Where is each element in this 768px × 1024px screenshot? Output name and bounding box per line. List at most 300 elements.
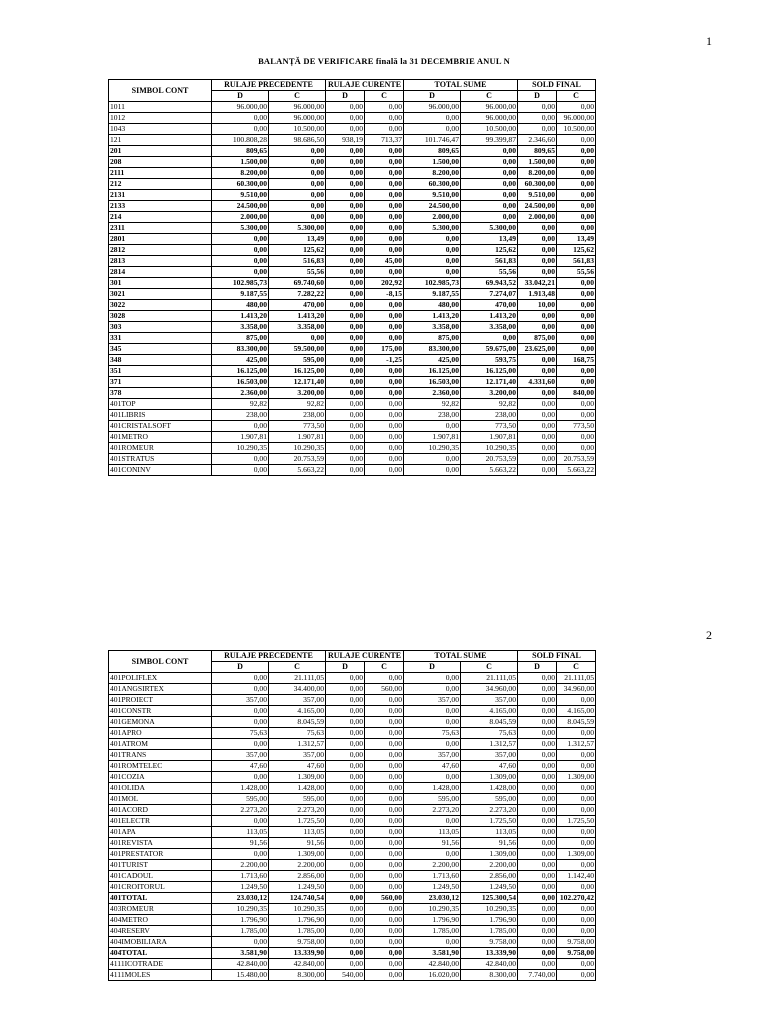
table-row xyxy=(109,948,596,959)
account-symbol-cell: 348 xyxy=(109,355,212,366)
amount-cell: 21.111,05 xyxy=(461,673,518,684)
amount-cell: 8.200,00 xyxy=(212,168,269,179)
amount-cell: 92,82 xyxy=(269,399,326,410)
amount-cell: 10.290,35 xyxy=(269,443,326,454)
amount-cell: 0,00 xyxy=(365,421,404,432)
amount-cell: 0,00 xyxy=(365,377,404,388)
header-debit: D xyxy=(518,91,557,102)
amount-cell: 0,00 xyxy=(518,717,557,728)
amount-cell: 23.030,12 xyxy=(404,893,461,904)
account-symbol-cell: 214 xyxy=(109,212,212,223)
amount-cell: 0,00 xyxy=(212,684,269,695)
table-row xyxy=(109,135,596,146)
account-symbol-cell: 401TURIST xyxy=(109,860,212,871)
amount-cell: 0,00 xyxy=(518,838,557,849)
amount-cell: 0,00 xyxy=(365,201,404,212)
amount-cell: 0,00 xyxy=(365,223,404,234)
account-symbol-cell: 303 xyxy=(109,322,212,333)
amount-cell: 0,00 xyxy=(365,102,404,113)
amount-cell: 0,00 xyxy=(518,761,557,772)
table-row xyxy=(109,432,596,443)
header-rulaje-curente: RULAJE CURENTE xyxy=(326,80,404,91)
header-debit: D xyxy=(326,662,365,673)
amount-cell: 113,05 xyxy=(269,827,326,838)
amount-cell: 470,00 xyxy=(269,300,326,311)
amount-cell: 0,00 xyxy=(518,750,557,761)
amount-cell: 175,00 xyxy=(365,344,404,355)
amount-cell: 0,00 xyxy=(365,190,404,201)
amount-cell: 125,62 xyxy=(557,245,596,256)
amount-cell: 425,00 xyxy=(404,355,461,366)
amount-cell: 100.808,28 xyxy=(212,135,269,146)
account-symbol-cell: 404TOTAL xyxy=(109,948,212,959)
account-symbol-cell: 401METRO xyxy=(109,432,212,443)
amount-cell: 1.249,50 xyxy=(269,882,326,893)
table-row xyxy=(109,695,596,706)
amount-cell: 2.000,00 xyxy=(404,212,461,223)
table-row xyxy=(109,783,596,794)
amount-cell: 0,00 xyxy=(365,168,404,179)
amount-cell: 0,00 xyxy=(518,256,557,267)
amount-cell: 595,00 xyxy=(269,794,326,805)
table-row xyxy=(109,970,596,981)
amount-cell: 0,00 xyxy=(326,871,365,882)
table-row xyxy=(109,190,596,201)
amount-cell: 7.274,07 xyxy=(461,289,518,300)
amount-cell: 9.510,00 xyxy=(518,190,557,201)
amount-cell: 96.000,00 xyxy=(461,102,518,113)
amount-cell: 0,00 xyxy=(518,311,557,322)
account-symbol-cell: 331 xyxy=(109,333,212,344)
amount-cell: 0,00 xyxy=(518,926,557,937)
amount-cell: 125.300,54 xyxy=(461,893,518,904)
amount-cell: 3.358,00 xyxy=(212,322,269,333)
amount-cell: 0,00 xyxy=(326,772,365,783)
table-row xyxy=(109,750,596,761)
amount-cell: 15.480,00 xyxy=(212,970,269,981)
amount-cell: 0,00 xyxy=(557,750,596,761)
amount-cell: 0,00 xyxy=(365,212,404,223)
amount-cell: 9.187,55 xyxy=(212,289,269,300)
amount-cell: 0,00 xyxy=(404,772,461,783)
amount-cell: 0,00 xyxy=(557,970,596,981)
table-row xyxy=(109,827,596,838)
table-row xyxy=(109,333,596,344)
amount-cell: 96.000,00 xyxy=(269,113,326,124)
amount-cell: 5.663,22 xyxy=(461,465,518,476)
amount-cell: 16.125,00 xyxy=(461,366,518,377)
account-symbol-cell: 4111ICOTRADE xyxy=(109,959,212,970)
account-symbol-cell: 2111 xyxy=(109,168,212,179)
table-row xyxy=(109,717,596,728)
amount-cell: 0,00 xyxy=(518,421,557,432)
amount-cell: 96.000,00 xyxy=(557,113,596,124)
header-rulaje-curente: RULAJE CURENTE xyxy=(326,651,404,662)
amount-cell: 0,00 xyxy=(326,201,365,212)
account-symbol-cell: 212 xyxy=(109,179,212,190)
amount-cell: 0,00 xyxy=(326,893,365,904)
amount-cell: 0,00 xyxy=(212,113,269,124)
amount-cell: 875,00 xyxy=(518,333,557,344)
amount-cell: 10.500,00 xyxy=(557,124,596,135)
account-symbol-cell: 401ELECTR xyxy=(109,816,212,827)
header-credit: C xyxy=(365,662,404,673)
amount-cell: 0,00 xyxy=(404,739,461,750)
amount-cell: 0,00 xyxy=(326,234,365,245)
amount-cell: 0,00 xyxy=(326,366,365,377)
amount-cell: 0,00 xyxy=(518,959,557,970)
account-symbol-cell: 3022 xyxy=(109,300,212,311)
account-symbol-cell: 2812 xyxy=(109,245,212,256)
header-debit: D xyxy=(326,91,365,102)
amount-cell: -8,15 xyxy=(365,289,404,300)
amount-cell: 0,00 xyxy=(518,454,557,465)
amount-cell: 16.125,00 xyxy=(269,366,326,377)
amount-cell: 1.312,57 xyxy=(269,739,326,750)
amount-cell: 0,00 xyxy=(365,465,404,476)
account-symbol-cell: 345 xyxy=(109,344,212,355)
amount-cell: 357,00 xyxy=(404,750,461,761)
amount-cell: 0,00 xyxy=(404,454,461,465)
table-row xyxy=(109,355,596,366)
account-symbol-cell: 351 xyxy=(109,366,212,377)
amount-cell: 20.753,59 xyxy=(557,454,596,465)
amount-cell: 0,00 xyxy=(365,904,404,915)
amount-cell: 0,00 xyxy=(326,465,365,476)
amount-cell: 516,83 xyxy=(269,256,326,267)
account-symbol-cell: 401STRATUS xyxy=(109,454,212,465)
amount-cell: 0,00 xyxy=(365,454,404,465)
amount-cell: 125,62 xyxy=(461,245,518,256)
amount-cell: 0,00 xyxy=(326,926,365,937)
amount-cell: 0,00 xyxy=(518,234,557,245)
account-symbol-cell: 401GEMONA xyxy=(109,717,212,728)
amount-cell: 561,83 xyxy=(461,256,518,267)
header-credit: C xyxy=(557,662,596,673)
amount-cell: 809,65 xyxy=(518,146,557,157)
amount-cell: 809,65 xyxy=(404,146,461,157)
account-symbol-cell: 401ROMTELEC xyxy=(109,761,212,772)
header-credit: C xyxy=(461,662,518,673)
table-row xyxy=(109,794,596,805)
amount-cell: 4.331,60 xyxy=(518,377,557,388)
amount-cell: 0,00 xyxy=(557,344,596,355)
amount-cell: 0,00 xyxy=(557,904,596,915)
amount-cell: 480,00 xyxy=(404,300,461,311)
table-row xyxy=(109,882,596,893)
amount-cell: 1.249,50 xyxy=(212,882,269,893)
amount-cell: 55,56 xyxy=(269,267,326,278)
amount-cell: 0,00 xyxy=(269,212,326,223)
amount-cell: 0,00 xyxy=(365,443,404,454)
amount-cell: 2.200,00 xyxy=(212,860,269,871)
amount-cell: 9.758,00 xyxy=(269,937,326,948)
amount-cell: 0,00 xyxy=(326,805,365,816)
amount-cell: 20.753,59 xyxy=(461,454,518,465)
amount-cell: 47,60 xyxy=(461,761,518,772)
amount-cell: 0,00 xyxy=(557,102,596,113)
amount-cell: 2.346,60 xyxy=(518,135,557,146)
amount-cell: 1.796,90 xyxy=(269,915,326,926)
amount-cell: 357,00 xyxy=(212,695,269,706)
amount-cell: 10.500,00 xyxy=(461,124,518,135)
amount-cell: 0,00 xyxy=(518,673,557,684)
amount-cell: 0,00 xyxy=(557,915,596,926)
amount-cell: 2.200,00 xyxy=(404,860,461,871)
amount-cell: 0,00 xyxy=(365,673,404,684)
amount-cell: 0,00 xyxy=(557,278,596,289)
amount-cell: 0,00 xyxy=(404,234,461,245)
table-row xyxy=(109,915,596,926)
amount-cell: 0,00 xyxy=(326,388,365,399)
amount-cell: 7.282,22 xyxy=(269,289,326,300)
amount-cell: 1.500,00 xyxy=(518,157,557,168)
amount-cell: 357,00 xyxy=(212,750,269,761)
table-row xyxy=(109,377,596,388)
amount-cell: 8.300,00 xyxy=(269,970,326,981)
amount-cell: 3.358,00 xyxy=(269,322,326,333)
amount-cell: 1.428,00 xyxy=(269,783,326,794)
amount-cell: 0,00 xyxy=(326,179,365,190)
amount-cell: 238,00 xyxy=(404,410,461,421)
amount-cell: 0,00 xyxy=(269,201,326,212)
amount-cell: 0,00 xyxy=(557,289,596,300)
amount-cell: 0,00 xyxy=(326,212,365,223)
amount-cell: 0,00 xyxy=(269,168,326,179)
amount-cell: 0,00 xyxy=(557,377,596,388)
amount-cell: 0,00 xyxy=(518,849,557,860)
amount-cell: 0,00 xyxy=(326,816,365,827)
amount-cell: 773,50 xyxy=(461,421,518,432)
amount-cell: 0,00 xyxy=(404,684,461,695)
table-row xyxy=(109,388,596,399)
amount-cell: 0,00 xyxy=(404,124,461,135)
amount-cell: 75,63 xyxy=(461,728,518,739)
account-symbol-cell: 1012 xyxy=(109,113,212,124)
amount-cell: 60.300,00 xyxy=(404,179,461,190)
amount-cell: 0,00 xyxy=(518,794,557,805)
amount-cell: 10.290,35 xyxy=(212,904,269,915)
table-row xyxy=(109,322,596,333)
amount-cell: 0,00 xyxy=(365,882,404,893)
amount-cell: 0,00 xyxy=(365,838,404,849)
table-row xyxy=(109,300,596,311)
amount-cell: 33.042,21 xyxy=(518,278,557,289)
table-row xyxy=(109,739,596,750)
amount-cell: 0,00 xyxy=(269,157,326,168)
amount-cell: 3.358,00 xyxy=(404,322,461,333)
amount-cell: 92,82 xyxy=(461,399,518,410)
amount-cell: 0,00 xyxy=(518,102,557,113)
amount-cell: 0,00 xyxy=(461,201,518,212)
amount-cell: 593,75 xyxy=(461,355,518,366)
table-row xyxy=(109,366,596,377)
amount-cell: 0,00 xyxy=(326,717,365,728)
amount-cell: 75,63 xyxy=(404,728,461,739)
amount-cell: 3.358,00 xyxy=(461,322,518,333)
amount-cell: 0,00 xyxy=(404,717,461,728)
amount-cell: 2.273,20 xyxy=(212,805,269,816)
amount-cell: 0,00 xyxy=(326,827,365,838)
amount-cell: 0,00 xyxy=(365,245,404,256)
amount-cell: 16.503,00 xyxy=(404,377,461,388)
amount-cell: 1.907,81 xyxy=(404,432,461,443)
amount-cell: 96.000,00 xyxy=(461,113,518,124)
amount-cell: 0,00 xyxy=(557,212,596,223)
amount-cell: 0,00 xyxy=(404,849,461,860)
amount-cell: 0,00 xyxy=(365,432,404,443)
amount-cell: 0,00 xyxy=(557,223,596,234)
amount-cell: 0,00 xyxy=(518,827,557,838)
amount-cell: 9.758,00 xyxy=(557,937,596,948)
amount-cell: 1.413,20 xyxy=(461,311,518,322)
account-symbol-cell: 378 xyxy=(109,388,212,399)
amount-cell: 10.290,35 xyxy=(461,904,518,915)
table-row xyxy=(109,311,596,322)
table-row xyxy=(109,201,596,212)
amount-cell: 0,00 xyxy=(365,410,404,421)
amount-cell: 0,00 xyxy=(557,959,596,970)
amount-cell: 0,00 xyxy=(365,926,404,937)
amount-cell: 0,00 xyxy=(326,157,365,168)
table-row xyxy=(109,124,596,135)
amount-cell: 0,00 xyxy=(404,816,461,827)
amount-cell: 5.300,00 xyxy=(269,223,326,234)
amount-cell: 0,00 xyxy=(212,739,269,750)
amount-cell: 713,37 xyxy=(365,135,404,146)
amount-cell: 0,00 xyxy=(365,794,404,805)
account-symbol-cell: 401APA xyxy=(109,827,212,838)
account-symbol-cell: 2131 xyxy=(109,190,212,201)
amount-cell: 1.249,50 xyxy=(404,882,461,893)
amount-cell: 9.758,00 xyxy=(557,948,596,959)
amount-cell: 91,56 xyxy=(212,838,269,849)
account-symbol-cell: 401MOL xyxy=(109,794,212,805)
amount-cell: 3.581,90 xyxy=(404,948,461,959)
amount-cell: 0,00 xyxy=(326,146,365,157)
amount-cell: 1.413,20 xyxy=(404,311,461,322)
amount-cell: 10.290,35 xyxy=(212,443,269,454)
amount-cell: 8.045,59 xyxy=(557,717,596,728)
amount-cell: 0,00 xyxy=(326,695,365,706)
amount-cell: 0,00 xyxy=(212,124,269,135)
amount-cell: 0,00 xyxy=(518,465,557,476)
amount-cell: 2.273,20 xyxy=(404,805,461,816)
account-symbol-cell: 401TOTAL xyxy=(109,893,212,904)
amount-cell: 0,00 xyxy=(557,190,596,201)
amount-cell: 83.300,00 xyxy=(404,344,461,355)
amount-cell: 47,60 xyxy=(404,761,461,772)
amount-cell: 560,00 xyxy=(365,684,404,695)
header-debit: D xyxy=(212,91,269,102)
amount-cell: 0,00 xyxy=(518,893,557,904)
amount-cell: 96.000,00 xyxy=(269,102,326,113)
amount-cell: 595,00 xyxy=(212,794,269,805)
amount-cell: 0,00 xyxy=(518,937,557,948)
amount-cell: 3.200,00 xyxy=(269,388,326,399)
amount-cell: 561,83 xyxy=(557,256,596,267)
table-row xyxy=(109,399,596,410)
amount-cell: 16.125,00 xyxy=(404,366,461,377)
amount-cell: 1.725,50 xyxy=(461,816,518,827)
amount-cell: 0,00 xyxy=(365,805,404,816)
amount-cell: 0,00 xyxy=(365,113,404,124)
account-symbol-cell: 2311 xyxy=(109,223,212,234)
amount-cell: 91,56 xyxy=(269,838,326,849)
amount-cell: 0,00 xyxy=(326,278,365,289)
amount-cell: 773,50 xyxy=(269,421,326,432)
amount-cell: 8.200,00 xyxy=(404,168,461,179)
table-row xyxy=(109,410,596,421)
account-symbol-cell: 2133 xyxy=(109,201,212,212)
amount-cell: 238,00 xyxy=(212,410,269,421)
amount-cell: 42.840,00 xyxy=(269,959,326,970)
amount-cell: 0,00 xyxy=(518,432,557,443)
amount-cell: 9.510,00 xyxy=(404,190,461,201)
table-row xyxy=(109,893,596,904)
amount-cell: 60.300,00 xyxy=(518,179,557,190)
amount-cell: 75,63 xyxy=(269,728,326,739)
amount-cell: 0,00 xyxy=(326,399,365,410)
amount-cell: 124.740,54 xyxy=(269,893,326,904)
amount-cell: 2.856,00 xyxy=(269,871,326,882)
amount-cell: 840,00 xyxy=(557,388,596,399)
amount-cell: 4.165,00 xyxy=(269,706,326,717)
amount-cell: 0,00 xyxy=(557,300,596,311)
amount-cell: 69.943,52 xyxy=(461,278,518,289)
amount-cell: 5.300,00 xyxy=(404,223,461,234)
table-row xyxy=(109,179,596,190)
amount-cell: 13.339,90 xyxy=(269,948,326,959)
table-body-page-1 xyxy=(109,102,596,476)
amount-cell: 357,00 xyxy=(404,695,461,706)
table-row xyxy=(109,937,596,948)
account-symbol-cell: 3021 xyxy=(109,289,212,300)
amount-cell: 0,00 xyxy=(557,366,596,377)
balance-table-page-2 xyxy=(108,650,596,981)
amount-cell: 809,65 xyxy=(212,146,269,157)
account-symbol-cell: 401APRO xyxy=(109,728,212,739)
amount-cell: 92,82 xyxy=(404,399,461,410)
amount-cell: 2.000,00 xyxy=(212,212,269,223)
amount-cell: 75,63 xyxy=(212,728,269,739)
amount-cell: 4.165,00 xyxy=(461,706,518,717)
amount-cell: 0,00 xyxy=(404,113,461,124)
amount-cell: 0,00 xyxy=(326,300,365,311)
table-row xyxy=(109,838,596,849)
table-row xyxy=(109,234,596,245)
amount-cell: 2.360,00 xyxy=(212,388,269,399)
amount-cell: 47,60 xyxy=(269,761,326,772)
account-symbol-cell: 401ANGSIRTEX xyxy=(109,684,212,695)
amount-cell: 0,00 xyxy=(557,311,596,322)
amount-cell: 0,00 xyxy=(326,113,365,124)
amount-cell: 0,00 xyxy=(557,827,596,838)
amount-cell: 0,00 xyxy=(518,739,557,750)
table-body-page-2 xyxy=(109,673,596,981)
amount-cell: 16.503,00 xyxy=(212,377,269,388)
header-debit: D xyxy=(518,662,557,673)
amount-cell: 0,00 xyxy=(365,915,404,926)
amount-cell: 1.500,00 xyxy=(404,157,461,168)
amount-cell: 0,00 xyxy=(326,421,365,432)
account-symbol-cell: 401REVISTA xyxy=(109,838,212,849)
amount-cell: 0,00 xyxy=(557,805,596,816)
amount-cell: 8.045,59 xyxy=(461,717,518,728)
amount-cell: 595,00 xyxy=(461,794,518,805)
amount-cell: 0,00 xyxy=(212,717,269,728)
amount-cell: 0,00 xyxy=(557,695,596,706)
